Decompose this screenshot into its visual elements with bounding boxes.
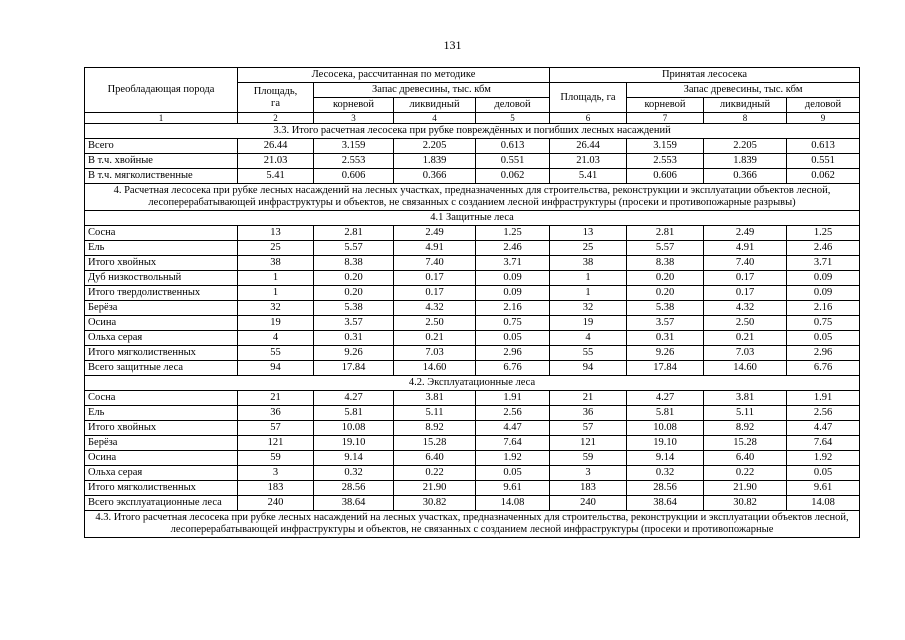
column-number-row [85, 113, 860, 124]
value-cell: 0.062 [787, 169, 860, 184]
table-body [85, 124, 860, 538]
value-cell: 0.17 [394, 286, 476, 301]
value-cell: 1 [550, 286, 627, 301]
value-cell: 1 [550, 271, 627, 286]
value-cell: 1.839 [704, 154, 787, 169]
value-cell: 19 [238, 316, 314, 331]
adopted-stock-header: Запас древесины, тыс. кбм [627, 83, 860, 98]
value-cell: 21.90 [394, 481, 476, 496]
value-cell: 0.05 [476, 331, 550, 346]
value-cell: 13 [238, 226, 314, 241]
value-cell: 19.10 [627, 436, 704, 451]
value-cell: 0.551 [476, 154, 550, 169]
value-cell: 36 [550, 406, 627, 421]
section-title: 4.2. Эксплуатационные леса [85, 376, 860, 391]
species-cell: Итого твердолиственных [85, 286, 238, 301]
table-row [85, 331, 860, 346]
value-cell: 0.366 [394, 169, 476, 184]
value-cell: 0.551 [787, 154, 860, 169]
value-cell: 0.20 [627, 271, 704, 286]
adopted-area-header: Площадь, га [550, 83, 627, 113]
value-cell: 5.81 [627, 406, 704, 421]
value-cell: 7.40 [704, 256, 787, 271]
value-cell: 9.61 [787, 481, 860, 496]
species-cell: Ольха серая [85, 331, 238, 346]
method-liquid-header: ликвидный [394, 98, 476, 113]
species-cell: Ель [85, 241, 238, 256]
species-cell: Сосна [85, 391, 238, 406]
area-label-line2: га [271, 97, 280, 109]
value-cell: 0.21 [704, 331, 787, 346]
value-cell: 0.05 [476, 466, 550, 481]
value-cell: 57 [550, 421, 627, 436]
table-row [85, 286, 860, 301]
value-cell: 19 [550, 316, 627, 331]
value-cell: 2.81 [314, 226, 394, 241]
value-cell: 4.27 [627, 391, 704, 406]
value-cell: 3.71 [787, 256, 860, 271]
table-row [85, 241, 860, 256]
value-cell: 2.46 [787, 241, 860, 256]
value-cell: 21.03 [550, 154, 627, 169]
value-cell: 2.205 [394, 139, 476, 154]
value-cell: 2.49 [394, 226, 476, 241]
species-cell: Всего [85, 139, 238, 154]
value-cell: 0.20 [627, 286, 704, 301]
value-cell: 5.57 [314, 241, 394, 256]
value-cell: 25 [238, 241, 314, 256]
value-cell: 3.57 [314, 316, 394, 331]
table-row [85, 226, 860, 241]
value-cell: 4.91 [394, 241, 476, 256]
value-cell: 14.08 [476, 496, 550, 511]
table-header [85, 68, 860, 124]
method-stock-header: Запас древесины, тыс. кбм [314, 83, 550, 98]
value-cell: 240 [550, 496, 627, 511]
value-cell: 94 [550, 361, 627, 376]
value-cell: 5.41 [238, 169, 314, 184]
value-cell: 7.03 [394, 346, 476, 361]
value-cell: 4 [550, 331, 627, 346]
species-cell: Осина [85, 316, 238, 331]
value-cell: 0.75 [476, 316, 550, 331]
value-cell: 26.44 [238, 139, 314, 154]
value-cell: 59 [550, 451, 627, 466]
value-cell: 1.91 [476, 391, 550, 406]
value-cell: 0.062 [476, 169, 550, 184]
value-cell: 121 [238, 436, 314, 451]
value-cell: 2.49 [704, 226, 787, 241]
value-cell: 2.81 [627, 226, 704, 241]
value-cell: 2.50 [394, 316, 476, 331]
value-cell: 0.17 [704, 286, 787, 301]
species-cell: Итого хвойных [85, 256, 238, 271]
value-cell: 28.56 [314, 481, 394, 496]
table-row [85, 451, 860, 466]
value-cell: 4.47 [476, 421, 550, 436]
value-cell: 6.40 [394, 451, 476, 466]
value-cell: 5.11 [704, 406, 787, 421]
value-cell: 19.10 [314, 436, 394, 451]
value-cell: 0.606 [627, 169, 704, 184]
value-cell: 9.61 [476, 481, 550, 496]
table-row [85, 421, 860, 436]
value-cell: 13 [550, 226, 627, 241]
value-cell: 9.14 [627, 451, 704, 466]
area-label-line1: Площадь, [253, 85, 298, 97]
value-cell: 0.17 [704, 271, 787, 286]
adopted-liquid-header: ликвидный [704, 98, 787, 113]
value-cell: 1 [238, 271, 314, 286]
value-cell: 0.22 [704, 466, 787, 481]
value-cell: 0.31 [314, 331, 394, 346]
value-cell: 7.64 [787, 436, 860, 451]
value-cell: 55 [550, 346, 627, 361]
col-number: 8 [704, 113, 787, 124]
note-row [85, 184, 860, 211]
value-cell: 9.26 [314, 346, 394, 361]
value-cell: 21.90 [704, 481, 787, 496]
value-cell: 5.41 [550, 169, 627, 184]
value-cell: 7.64 [476, 436, 550, 451]
value-cell: 32 [550, 301, 627, 316]
table-row [85, 256, 860, 271]
value-cell: 2.96 [787, 346, 860, 361]
value-cell: 6.76 [787, 361, 860, 376]
value-cell: 5.81 [314, 406, 394, 421]
value-cell: 0.32 [314, 466, 394, 481]
col-number: 9 [787, 113, 860, 124]
value-cell: 28.56 [627, 481, 704, 496]
value-cell: 32 [238, 301, 314, 316]
method-root-header: корневой [314, 98, 394, 113]
table-row [85, 346, 860, 361]
forest-cutting-table [84, 67, 860, 538]
value-cell: 6.40 [704, 451, 787, 466]
value-cell: 0.366 [704, 169, 787, 184]
value-cell: 2.46 [476, 241, 550, 256]
value-cell: 7.03 [704, 346, 787, 361]
table-row [85, 139, 860, 154]
value-cell: 1 [238, 286, 314, 301]
table-row [85, 316, 860, 331]
col-number: 4 [394, 113, 476, 124]
section-row [85, 211, 860, 226]
section-title: 3.3. Итого расчетная лесосека при рубке повреждённых и погибших лесных насаждений [85, 124, 860, 139]
table-row [85, 169, 860, 184]
value-cell: 14.60 [394, 361, 476, 376]
value-cell: 1.839 [394, 154, 476, 169]
value-cell: 55 [238, 346, 314, 361]
species-cell: В т.ч. хвойные [85, 154, 238, 169]
table-row [85, 154, 860, 169]
species-cell: Ольха серая [85, 466, 238, 481]
value-cell: 0.75 [787, 316, 860, 331]
value-cell: 30.82 [394, 496, 476, 511]
value-cell: 2.50 [704, 316, 787, 331]
value-cell: 0.09 [476, 271, 550, 286]
value-cell: 6.76 [476, 361, 550, 376]
value-cell: 0.09 [476, 286, 550, 301]
adopted-commercial-header: деловой [787, 98, 860, 113]
method-area-header [238, 83, 314, 113]
value-cell: 183 [238, 481, 314, 496]
value-cell: 0.20 [314, 271, 394, 286]
table-row [85, 391, 860, 406]
table-row [85, 481, 860, 496]
species-cell: Дуб низкоствольный [85, 271, 238, 286]
value-cell: 26.44 [550, 139, 627, 154]
value-cell: 2.16 [476, 301, 550, 316]
value-cell: 0.31 [627, 331, 704, 346]
col-number: 1 [85, 113, 238, 124]
value-cell: 7.40 [394, 256, 476, 271]
value-cell: 0.32 [627, 466, 704, 481]
value-cell: 21 [550, 391, 627, 406]
species-cell: Всего защитные леса [85, 361, 238, 376]
value-cell: 2.205 [704, 139, 787, 154]
value-cell: 17.84 [314, 361, 394, 376]
value-cell: 0.05 [787, 331, 860, 346]
species-cell: Берёза [85, 301, 238, 316]
value-cell: 57 [238, 421, 314, 436]
value-cell: 3.159 [314, 139, 394, 154]
table-row [85, 466, 860, 481]
value-cell: 4.32 [394, 301, 476, 316]
value-cell: 14.60 [704, 361, 787, 376]
value-cell: 3.81 [704, 391, 787, 406]
value-cell: 3 [238, 466, 314, 481]
value-cell: 240 [238, 496, 314, 511]
value-cell: 0.05 [787, 466, 860, 481]
species-cell: В т.ч. мягколиственные [85, 169, 238, 184]
value-cell: 8.38 [314, 256, 394, 271]
col-number: 3 [314, 113, 394, 124]
value-cell: 5.57 [627, 241, 704, 256]
value-cell: 121 [550, 436, 627, 451]
species-cell: Итого мягколиственных [85, 346, 238, 361]
value-cell: 4.47 [787, 421, 860, 436]
value-cell: 3 [550, 466, 627, 481]
value-cell: 17.84 [627, 361, 704, 376]
adopted-group-header: Принятая лесосека [550, 68, 860, 83]
value-cell: 1.92 [476, 451, 550, 466]
value-cell: 0.09 [787, 286, 860, 301]
method-commercial-header: деловой [476, 98, 550, 113]
value-cell: 2.56 [787, 406, 860, 421]
value-cell: 38.64 [314, 496, 394, 511]
value-cell: 9.26 [627, 346, 704, 361]
value-cell: 183 [550, 481, 627, 496]
table-row [85, 301, 860, 316]
value-cell: 3.57 [627, 316, 704, 331]
section-title: 4.1 Защитные леса [85, 211, 860, 226]
value-cell: 0.613 [787, 139, 860, 154]
method-group-header: Лесосека, рассчитанная по методике [238, 68, 550, 83]
value-cell: 1.25 [476, 226, 550, 241]
value-cell: 3.71 [476, 256, 550, 271]
value-cell: 5.38 [627, 301, 704, 316]
value-cell: 21 [238, 391, 314, 406]
col-number: 5 [476, 113, 550, 124]
value-cell: 0.606 [314, 169, 394, 184]
value-cell: 38.64 [627, 496, 704, 511]
value-cell: 2.96 [476, 346, 550, 361]
table-row [85, 406, 860, 421]
value-cell: 2.16 [787, 301, 860, 316]
section-row [85, 376, 860, 391]
table-row [85, 361, 860, 376]
value-cell: 0.17 [394, 271, 476, 286]
table-row [85, 271, 860, 286]
col-number: 2 [238, 113, 314, 124]
section-row [85, 124, 860, 139]
value-cell: 4.27 [314, 391, 394, 406]
col-number: 7 [627, 113, 704, 124]
value-cell: 21.03 [238, 154, 314, 169]
value-cell: 10.08 [314, 421, 394, 436]
species-header: Преобладающая порода [85, 68, 238, 113]
value-cell: 2.56 [476, 406, 550, 421]
value-cell: 8.92 [394, 421, 476, 436]
value-cell: 3.81 [394, 391, 476, 406]
value-cell: 38 [550, 256, 627, 271]
value-cell: 4.91 [704, 241, 787, 256]
value-cell: 4.32 [704, 301, 787, 316]
page-number: 131 [443, 38, 462, 52]
value-cell: 10.08 [627, 421, 704, 436]
value-cell: 2.553 [627, 154, 704, 169]
note-text: 4. Расчетная лесосека при рубке лесных насаждений на лесных участках, предназначенных для строительства, реконструкции и эксплуатации объектов лесной, лесоперерабатывающей инфраструктуры и объектов, не связанных с созданием лесной инфраструктуры (просеки и противопожарные разрывы) [85, 184, 860, 211]
value-cell: 0.22 [394, 466, 476, 481]
value-cell: 5.11 [394, 406, 476, 421]
value-cell: 0.09 [787, 271, 860, 286]
value-cell: 1.92 [787, 451, 860, 466]
table-row [85, 436, 860, 451]
adopted-root-header: корневой [627, 98, 704, 113]
note-row [85, 511, 860, 538]
value-cell: 36 [238, 406, 314, 421]
species-cell: Итого хвойных [85, 421, 238, 436]
value-cell: 9.14 [314, 451, 394, 466]
value-cell: 15.28 [704, 436, 787, 451]
species-cell: Осина [85, 451, 238, 466]
value-cell: 4 [238, 331, 314, 346]
table-row [85, 496, 860, 511]
value-cell: 0.20 [314, 286, 394, 301]
value-cell: 59 [238, 451, 314, 466]
value-cell: 1.25 [787, 226, 860, 241]
species-cell: Всего эксплуатационные леса [85, 496, 238, 511]
value-cell: 0.21 [394, 331, 476, 346]
value-cell: 30.82 [704, 496, 787, 511]
value-cell: 8.92 [704, 421, 787, 436]
value-cell: 94 [238, 361, 314, 376]
value-cell: 3.159 [627, 139, 704, 154]
value-cell: 25 [550, 241, 627, 256]
species-cell: Сосна [85, 226, 238, 241]
value-cell: 8.38 [627, 256, 704, 271]
value-cell: 15.28 [394, 436, 476, 451]
value-cell: 1.91 [787, 391, 860, 406]
note-text: 4.3. Итого расчетная лесосека при рубке лесных насаждений на лесных участках, предназначенных для строительства, реконструкции и эксплуатации объектов лесной, лесоперерабатывающей инфраструктуры и объектов, не связанных с созданием лесной инфраструктуры (просеки и противопожарные [85, 511, 860, 538]
col-number: 6 [550, 113, 627, 124]
value-cell: 0.613 [476, 139, 550, 154]
species-cell: Итого мягколиственных [85, 481, 238, 496]
value-cell: 2.553 [314, 154, 394, 169]
value-cell: 38 [238, 256, 314, 271]
value-cell: 14.08 [787, 496, 860, 511]
value-cell: 5.38 [314, 301, 394, 316]
species-cell: Берёза [85, 436, 238, 451]
species-cell: Ель [85, 406, 238, 421]
